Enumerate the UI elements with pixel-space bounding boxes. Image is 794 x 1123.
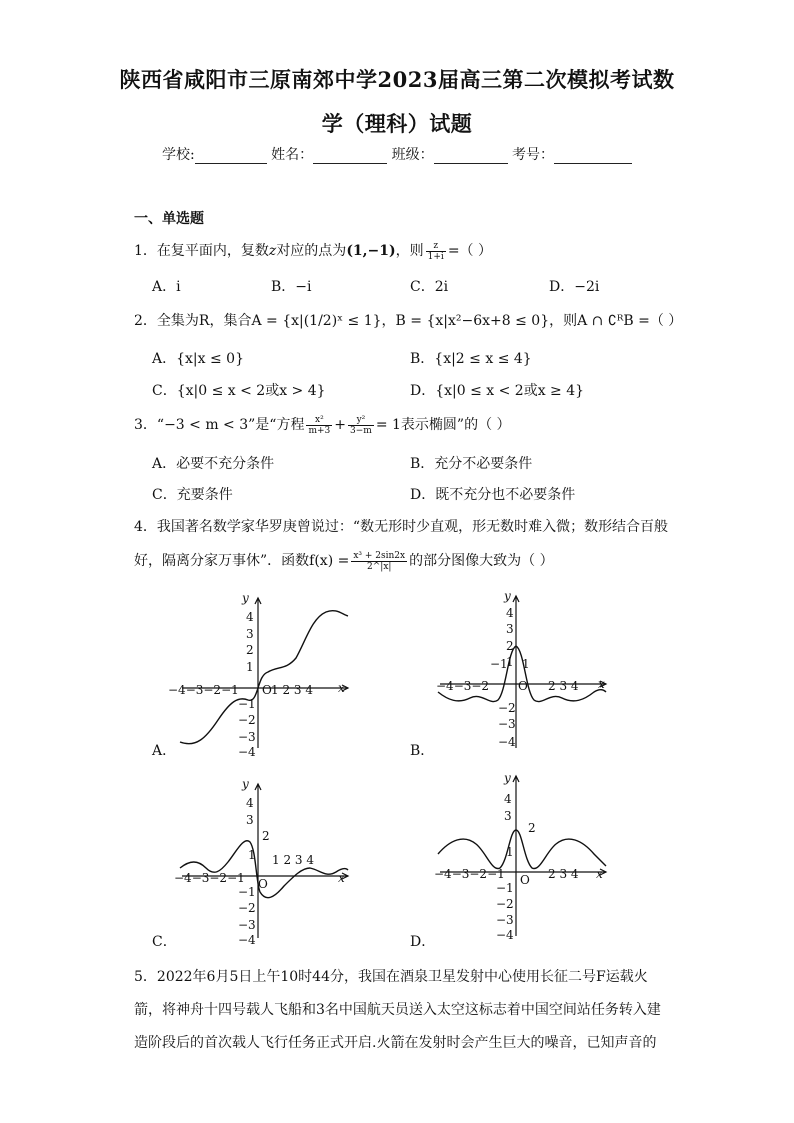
svg-text:3: 3 (506, 622, 514, 636)
svg-text:4: 4 (246, 796, 254, 810)
number-blank[interactable] (554, 149, 632, 164)
svg-text:x: x (338, 871, 345, 885)
q4-option-d-label[interactable]: D． (410, 934, 436, 950)
origin-label: O (262, 683, 272, 697)
svg-text:−4−3−2−1: −4−3−2−1 (174, 871, 245, 885)
svg-text:−1: −1 (490, 657, 508, 671)
svg-text:O: O (518, 679, 528, 693)
svg-text:−4: −4 (496, 928, 514, 942)
question-3: 3．“−3 < m < 3”是“方程 $\frac{\text{x²}}{m+3}$ + $\frac{\text{y²}}{3-m}$ = 1表示椭圆”的（ ） (134, 414, 511, 436)
svg-text:1: 1 (506, 655, 514, 669)
svg-text:1: 1 (246, 660, 254, 674)
svg-text:−4: −4 (238, 745, 256, 759)
q5-line: 造阶段后的首次载人飞行任务正式开启.火箭在发射时会产生巨大的噪音，已知声音的 (134, 1035, 657, 1051)
name-blank[interactable] (313, 149, 387, 164)
school-blank[interactable] (195, 149, 267, 164)
q4-option-c-label[interactable]: C． (152, 934, 177, 950)
svg-text:−4: −4 (238, 933, 256, 947)
class-blank[interactable] (434, 149, 508, 164)
svg-text:−4−3−2: −4−3−2 (436, 679, 490, 693)
q3-option-c[interactable]: C．充要条件 (152, 487, 233, 503)
q2-option-d[interactable]: D．{x|0 ≤ x < 2或x ≥ 4} (410, 383, 585, 399)
svg-text:−2: −2 (498, 701, 516, 715)
svg-text:2: 2 (528, 821, 536, 835)
svg-text:y: y (242, 591, 249, 605)
q1-option-c[interactable]: C．2i (410, 279, 449, 295)
svg-text:x: x (338, 681, 345, 695)
svg-text:−4−3−2−1: −4−3−2−1 (168, 683, 239, 697)
svg-text:2 3 4: 2 3 4 (548, 679, 579, 693)
svg-text:−4: −4 (498, 735, 516, 749)
svg-text:−1: −1 (496, 881, 514, 895)
q2-option-b[interactable]: B．{x|2 ≤ x ≤ 4} (410, 351, 532, 367)
q1-option-a[interactable]: A．i (152, 279, 181, 295)
svg-text:O: O (520, 873, 530, 887)
svg-text:−3: −3 (496, 913, 514, 927)
svg-text:2: 2 (246, 643, 254, 657)
svg-text:−3: −3 (238, 918, 256, 932)
svg-text:2: 2 (262, 829, 270, 843)
svg-text:2: 2 (506, 639, 514, 653)
name-label: 姓名： (271, 147, 314, 163)
question-5 (134, 964, 664, 1056)
svg-text:y: y (504, 771, 511, 785)
q3-option-a[interactable]: A．必要不充分条件 (152, 456, 275, 472)
q2-option-c[interactable]: C．{x|0 ≤ x < 2或x > 4} (152, 383, 326, 399)
svg-text:2 3 4: 2 3 4 (548, 867, 579, 881)
graph-d[interactable] (434, 768, 614, 940)
q1-option-b[interactable]: B．−i (271, 279, 312, 295)
number-label: 考号： (512, 147, 555, 163)
graph-b[interactable] (434, 588, 614, 756)
svg-text:3: 3 (504, 809, 512, 823)
class-label: 班级： (391, 147, 434, 163)
q5-line: 5．2022年6月5日上午10时44分，我国在酒泉卫星发射中心使用长征二号F运载火 (134, 969, 648, 985)
svg-text:x: x (596, 867, 603, 881)
q4-option-b-label[interactable]: B． (410, 743, 435, 759)
question-1: 1．在复平面内，复数z对应的点为(1,−1)，则 $\frac{z}{1+i}$ =（ ） (134, 240, 492, 262)
school-label: 学校: (161, 147, 195, 163)
svg-text:x: x (598, 677, 605, 691)
svg-text:1 2 3 4: 1 2 3 4 (271, 683, 313, 697)
svg-text:1: 1 (522, 657, 530, 671)
svg-text:1: 1 (506, 845, 514, 859)
question-4-line-2: 好，隔离分家万事休”．函数f(x) = $\frac{\text{x³ + 2sin2x}}{2\^{}|x|}$ 的部分图像大致为（ ） (134, 550, 554, 572)
q2-option-a[interactable]: A．{x|x ≤ 0} (152, 351, 244, 367)
svg-text:−3: −3 (238, 730, 256, 744)
q5-line: 箭，将神舟十四号载人飞船和3名中国航天员送入太空这标志着中国空间站任务转入建 (134, 1002, 661, 1018)
graph-a[interactable] (168, 588, 356, 759)
svg-text:−4−3−2−1: −4−3−2−1 (434, 867, 505, 881)
title-line-2: 学（理科）试题 (321, 111, 473, 136)
q3-option-b[interactable]: B．充分不必要条件 (410, 456, 533, 472)
svg-text:−3: −3 (498, 717, 516, 731)
svg-text:y: y (504, 589, 511, 603)
svg-text:1: 1 (248, 848, 256, 862)
question-2: 2．全集为R，集合A = {x|(1/2)ˣ ≤ 1}，B = {x|x²−6x+8 ≤ 0}，则A ∩ ∁ᴿB =（ ） (134, 313, 683, 329)
svg-text:3: 3 (246, 813, 254, 827)
svg-text:−1: −1 (238, 885, 256, 899)
svg-text:3: 3 (246, 627, 254, 641)
svg-text:−2: −2 (238, 901, 256, 915)
section-heading: 一、单选题 (134, 211, 204, 227)
svg-text:−2: −2 (496, 897, 514, 911)
question-4-line-1: 4．我国著名数学家华罗庚曾说过：“数无形时少直观，形无数时难入微；数形结合百般 (134, 519, 669, 535)
q1-option-d[interactable]: D．−2i (549, 279, 600, 295)
q3-option-d[interactable]: D．既不充分也不必要条件 (410, 487, 576, 503)
svg-text:O: O (258, 877, 268, 891)
svg-text:−2: −2 (238, 713, 256, 727)
svg-text:4: 4 (506, 606, 514, 620)
title-line-1: 陕西省咸阳市三原南郊中学2023届高三第二次模拟考试数 (119, 67, 675, 92)
svg-text:1 2 3 4: 1 2 3 4 (272, 853, 314, 867)
svg-text:4: 4 (246, 610, 254, 624)
q4-option-a-label[interactable]: A． (152, 743, 177, 759)
graph-c[interactable] (174, 776, 356, 947)
svg-text:−1: −1 (238, 697, 256, 711)
svg-text:y: y (242, 777, 249, 791)
student-info (0, 144, 794, 164)
svg-text:4: 4 (504, 792, 512, 806)
